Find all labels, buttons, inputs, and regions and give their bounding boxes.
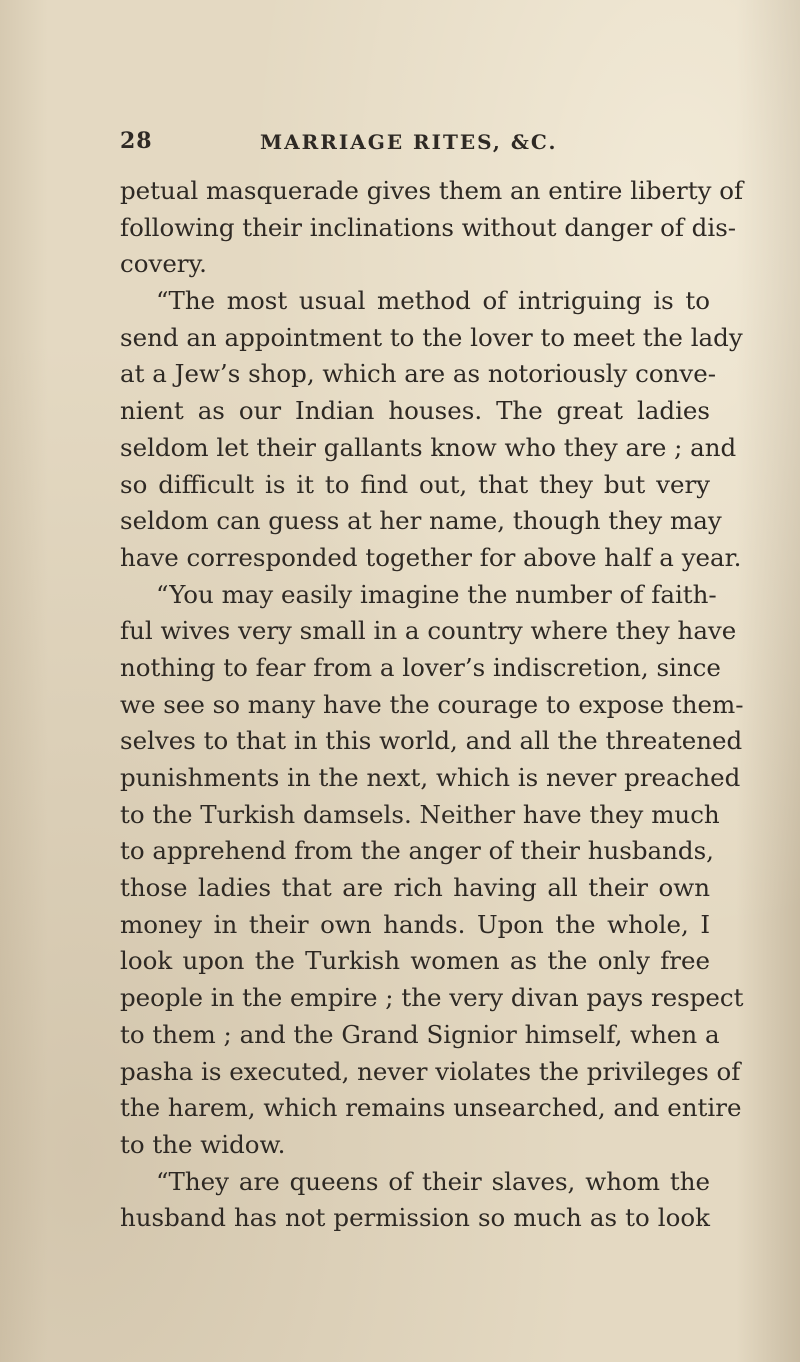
text-line: to the widow.: [120, 1129, 286, 1159]
text-line: ful wives very small in a country where they have: [120, 616, 737, 646]
text-line: so difficult is it to find out, that they but very: [120, 469, 710, 499]
text-line: send an appointment to the lover to meet the lady: [120, 322, 743, 352]
text-line: seldom can guess at her name, though they may: [120, 506, 722, 536]
text-line: look upon the Turkish women as the only free: [120, 946, 710, 976]
text-line: following their inclinations without danger of dis-: [120, 212, 737, 242]
text-line: people in the empire ; the very divan pays respect: [120, 983, 744, 1013]
text-line: covery.: [120, 249, 207, 279]
text-line: we see so many have the courage to expose them-: [120, 689, 744, 719]
text-line: husband has not permission so much as to look: [120, 1203, 710, 1233]
text-line: selves to that in this world, and all the threatened: [120, 726, 743, 756]
text-line: to apprehend from the anger of their husbands,: [120, 836, 714, 866]
text-line: punishments in the next, which is never preached: [120, 763, 741, 792]
text-line: money in their own hands. Upon the whole, I: [120, 909, 710, 939]
text-line: to them ; and the Grand Signior himself, when a: [120, 1019, 720, 1049]
page-number: 28: [120, 128, 153, 154]
text-line: petual masquerade gives them an entire liberty of: [120, 176, 744, 205]
text-line: have corresponded together for above half a year.: [120, 542, 742, 572]
text-line: nient as our Indian houses. The great ladies: [120, 396, 710, 426]
text-line: seldom let their gallants know who they are ; and: [120, 432, 737, 462]
running-head: [120, 128, 740, 162]
body-text: [120, 173, 744, 1237]
text-line: “They are queens of their slaves, whom the: [156, 1166, 710, 1196]
text-line: those ladies that are rich having all their own: [120, 873, 710, 903]
text-line: pasha is executed, never violates the privileges of: [120, 1056, 741, 1086]
text-line: at a Jew’s shop, which are as notoriously conve-: [120, 359, 716, 389]
text-line: “The most usual method of intriguing is to: [156, 286, 710, 316]
text-line: to the Turkish damsels. Neither have they much: [120, 799, 720, 829]
text-line: “You may easily imagine the number of faith-: [156, 579, 717, 609]
text-line: the harem, which remains unsearched, and entire: [120, 1093, 742, 1123]
running-head-title: MARRIAGE RITES, &C.: [260, 130, 558, 154]
text-line: nothing to fear from a lover’s indiscretion, since: [120, 652, 721, 682]
